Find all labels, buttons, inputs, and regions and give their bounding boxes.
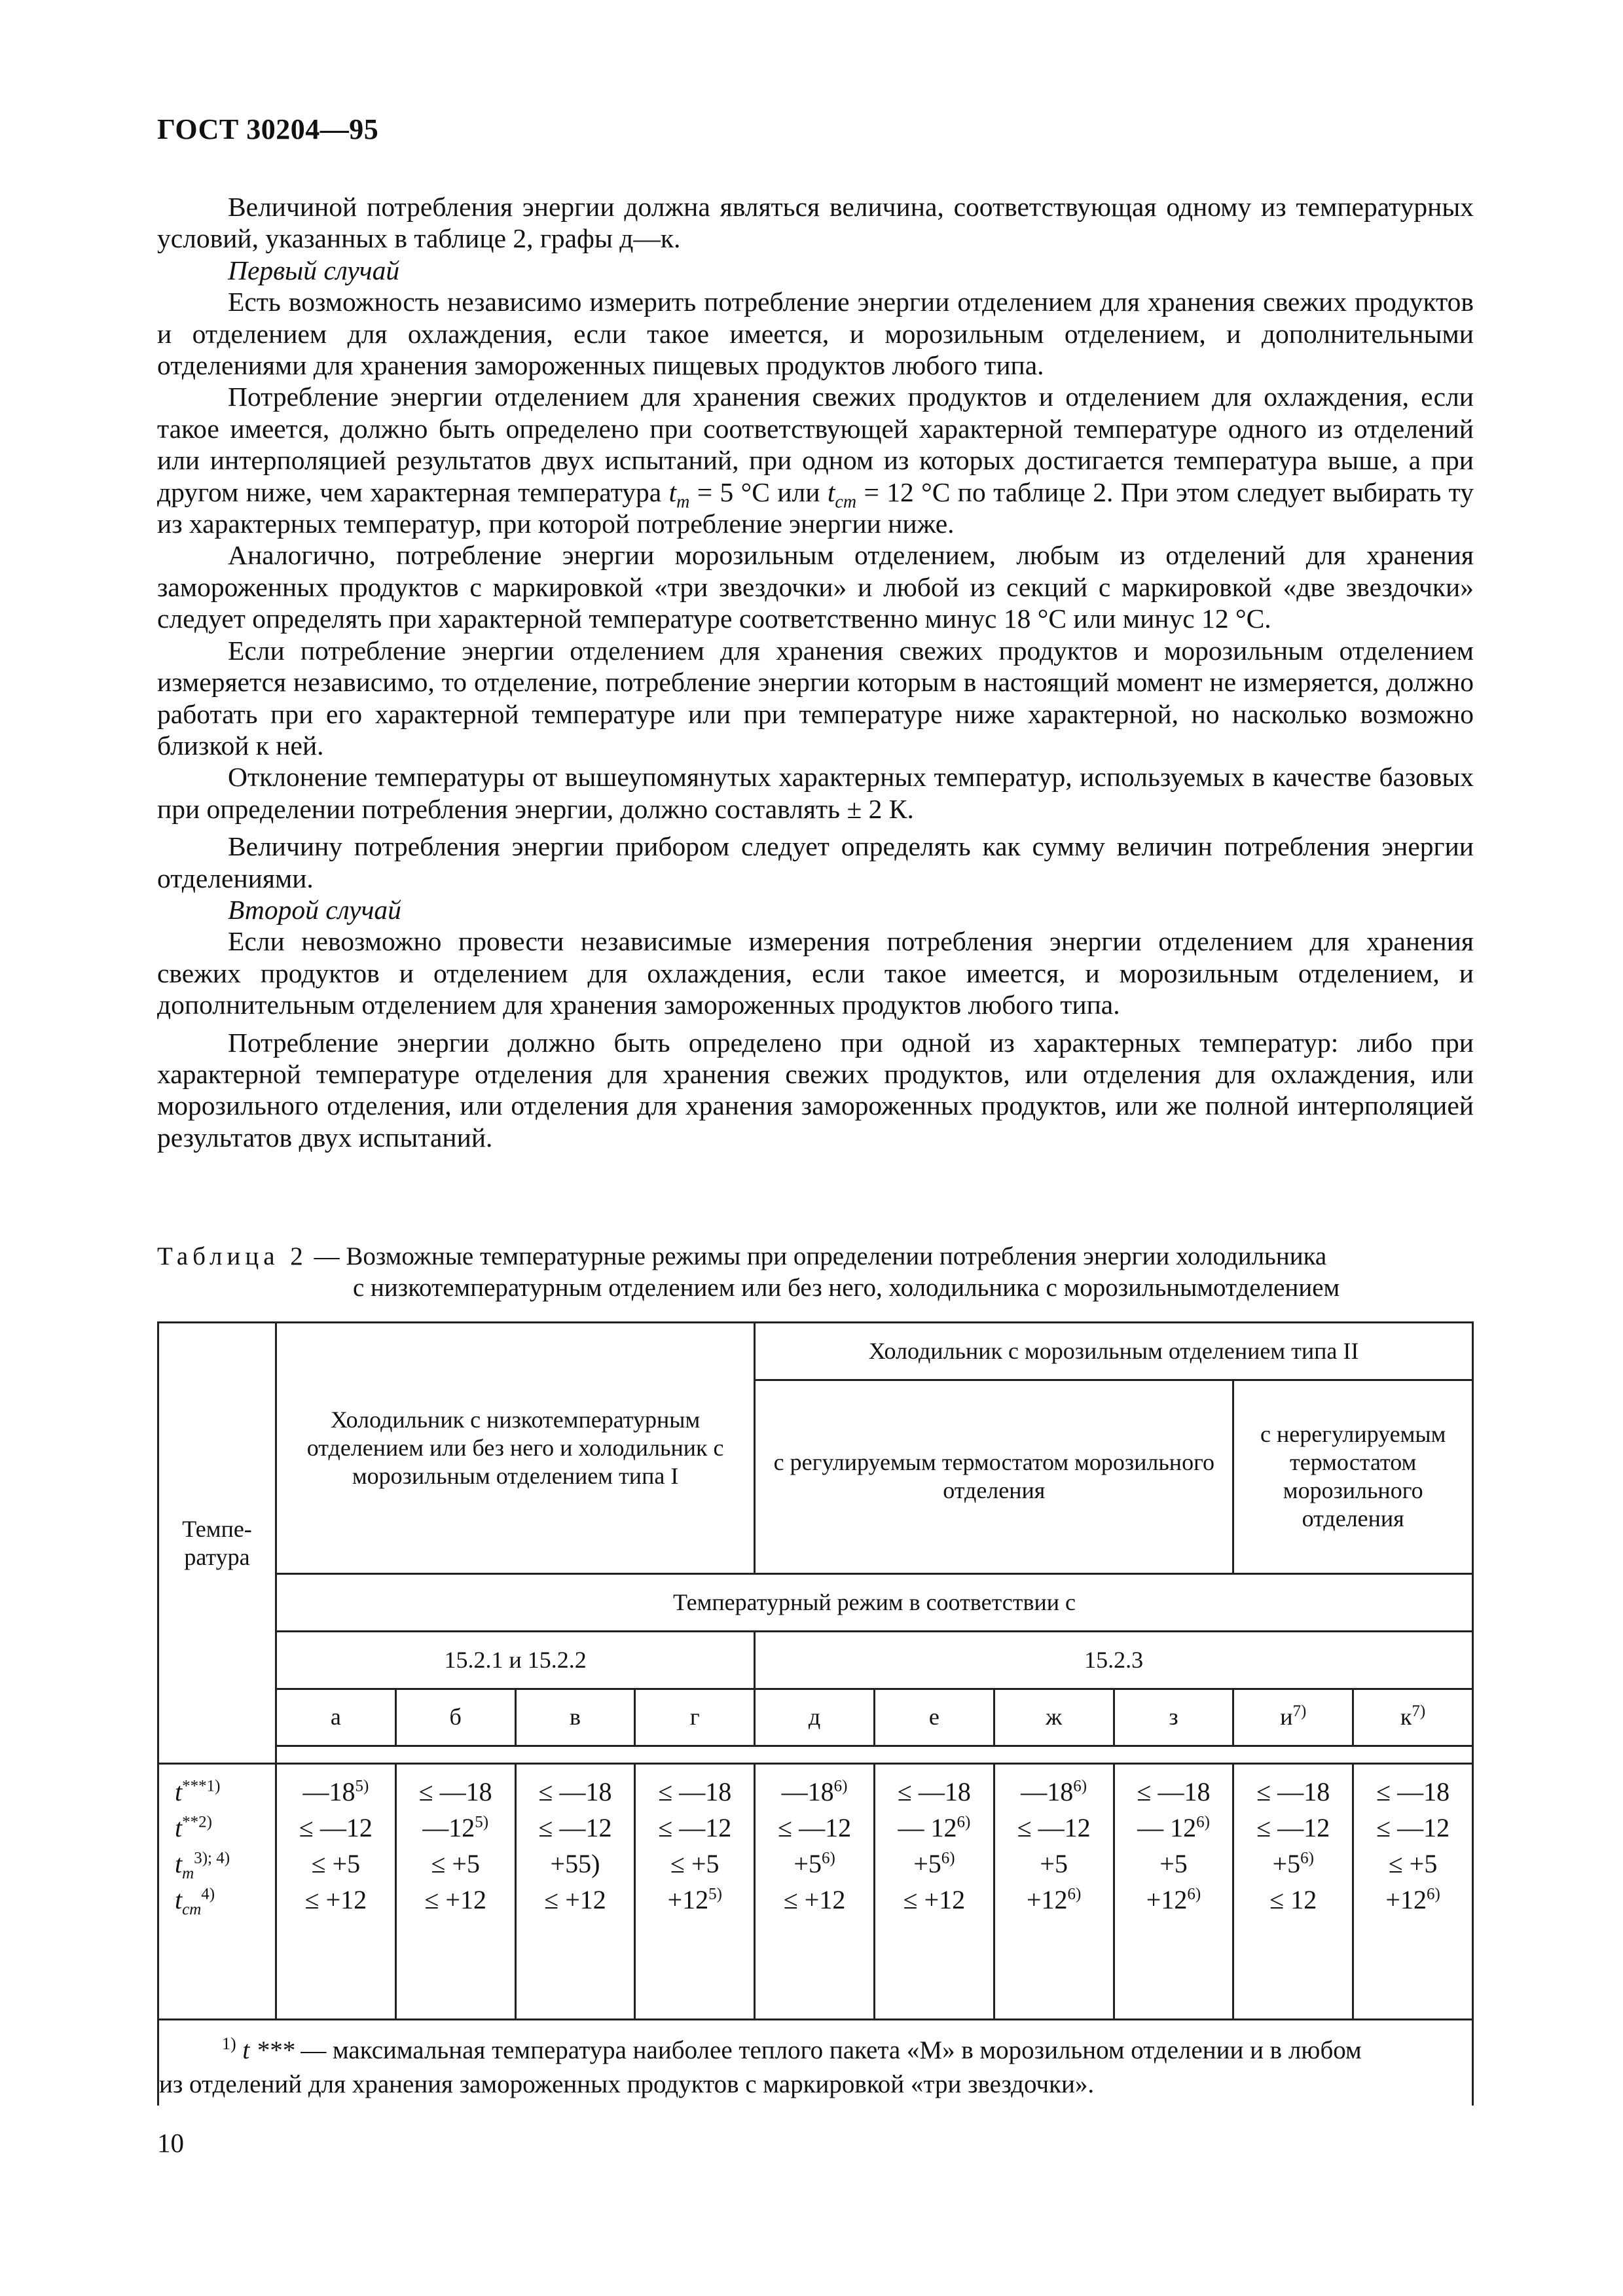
cell-value: ≤ —12 [1017,1813,1091,1843]
values-column-10 [1353,1764,1473,2020]
column-letter: ж [1046,1704,1063,1731]
table-cell [282,1846,390,1882]
column-letter: г [689,1704,700,1731]
cell-value: ≤ +5 [670,1849,720,1879]
table-cell [402,1774,509,1810]
table-cell [1359,1774,1467,1810]
table-cell [1000,1810,1108,1846]
row-label-2 [175,1810,270,1846]
temperature-modes-table [157,1321,1474,2020]
subscript: m [676,491,690,512]
cell-value: ≤ —12 [1376,1813,1450,1843]
paragraph: Есть возможность независимо измерить потребление энергии отделением для хранения свежих продуктов и отделением для охлаждения, если такое имеется, и морозильным отделением, и дополнительными отделениями для хранения замороженных пищевых продуктов любого типа. [157,287,1474,381]
cell-note: 6) [1067,1885,1082,1903]
subscript: cm [835,491,857,512]
cell-value: ≤ —12 [1256,1813,1330,1843]
cell-note: 6) [941,1849,955,1867]
header-group-1: Холодильник с низкотемпературным отделением или без него и холодильник с морозильным отделением типа I [276,1323,755,1574]
cell-value: +5 [1040,1849,1068,1879]
cell-value: +12 [1146,1885,1188,1915]
values-column-8 [1114,1764,1233,2020]
row-label-note: ***1) [182,1777,221,1795]
header-mode: Температурный режим в соответствии с [276,1574,1473,1632]
paragraph: Величиной потребления энергии должна являться величина, соответствующая одному из температурных условий, указанных в таблице 2, графы д—к. [157,192,1474,254]
footnote-symbol: t *** [242,2036,295,2064]
header-ref-2: 15.2.3 [755,1631,1473,1689]
cell-value: +5 [793,1849,822,1879]
cell-value: +12 [1385,1885,1427,1915]
symbol-tm [668,476,690,512]
symbol-t: t [827,476,835,507]
row-label-1 [175,1774,270,1810]
table-cell [761,1882,868,1918]
table-caption [157,1241,1474,1304]
table-cell [522,1882,629,1918]
table-cell [641,1774,748,1810]
table-cell [402,1882,509,1918]
table-cell [522,1774,629,1810]
cell-value: —18 [1021,1777,1074,1807]
text-run: = 12 °С по таблице 2. При этом следует выбирать ту из характерных температур, при которой потребление энергии ниже. [157,476,1474,539]
cell-value: ≤ —18 [1376,1777,1450,1807]
text-run: = 5 °С или [697,476,820,507]
symbol-t: t [668,476,677,507]
column-letters-row [158,1689,1473,1746]
column-letter-10 [1353,1689,1473,1746]
cell-note: 6) [1187,1885,1201,1903]
footnote-marker: 1) [222,2034,236,2053]
table-cell [282,1774,390,1810]
table-cell [1120,1846,1228,1882]
header-temperature: Темпе- ратура [158,1323,276,1764]
table-cell [881,1774,988,1810]
cell-value: ≤ +12 [544,1885,606,1915]
column-letter-2 [395,1689,515,1746]
cell-value: ≤ —18 [538,1777,612,1807]
table-cell [761,1810,868,1846]
cell-value: ≤ 12 [1269,1885,1317,1915]
cell-note: 5) [355,1777,369,1795]
caption-line-1 [157,1241,1474,1272]
column-letter: к [1400,1704,1412,1731]
header-group-2b: с нерегулируемым термостатом морозильного отделения [1233,1380,1473,1574]
page-number: 10 [157,2128,184,2158]
row-label-symbol: t [175,1849,183,1879]
row-label-symbol: t [175,1885,183,1915]
cell-value: ≤ +12 [424,1885,486,1915]
table-cell [402,1810,509,1846]
cell-value: ≤ —18 [658,1777,732,1807]
row-label-4 [175,1882,270,1918]
header-group-2: Холодильник с морозильным отделением типа II [755,1323,1473,1380]
footnote-text: — максимальная температура наиболее теплого пакета «М» в морозильном отделении и в любом [301,2036,1362,2064]
paragraph: Отклонение температуры от вышеупомянутых характерных температур, используемых в качестве базовых при определении потребления энергии, должно составлять ± 2 К. [157,762,1474,824]
table-cell [881,1810,988,1846]
header-group-2a: с регулируемым термостатом морозильного отделения [755,1380,1233,1574]
values-column-3 [515,1764,635,2020]
table-footnote [157,2020,1474,2106]
cell-value: ≤ +12 [783,1885,846,1915]
paragraph: Величину потребления энергии прибором следует определять как сумму величин потребления энергии отделениями. [157,831,1474,893]
column-letter: е [928,1704,939,1731]
cell-value: — 12 [1137,1813,1197,1843]
cell-value: — 12 [898,1813,957,1843]
symbol-tcm [827,476,857,512]
table-header-row [158,1323,1473,1380]
column-letter-8 [1114,1689,1233,1746]
table-cell [1120,1810,1228,1846]
cell-value: ≤ —18 [897,1777,971,1807]
table-cell [1239,1810,1347,1846]
table-cell [282,1882,390,1918]
values-column-2 [395,1764,515,2020]
row-label-subscript: cm [182,1901,202,1919]
column-letter: д [808,1704,821,1731]
cell-value: +12 [1026,1885,1068,1915]
caption-line-2: с низкотемпературным отделением или без него, холодильника с морозильнымотделением [353,1274,1340,1302]
cell-value: +5 [913,1849,941,1879]
row-label-note: 4) [201,1885,215,1903]
row-label-note: 3); 4) [194,1849,230,1867]
column-letter-4 [635,1689,755,1746]
table-cell [1239,1882,1347,1918]
column-letter-5 [755,1689,875,1746]
subheading-second-case: Второй случай [228,894,401,925]
table-label: Таблица 2 [157,1242,308,1270]
spacer-cell [276,1746,1473,1764]
table-cell [1239,1846,1347,1882]
cell-value: +5 [1159,1849,1188,1879]
cell-value: ≤ —18 [418,1777,492,1807]
values-column-7 [994,1764,1114,2020]
cell-value: —18 [781,1777,834,1807]
table-cell [1000,1846,1108,1882]
table-cell [1239,1774,1347,1810]
cell-value: +12 [667,1885,709,1915]
table-cell [1359,1810,1467,1846]
row-label-note: **2) [182,1813,212,1831]
paragraph: Если невозможно провести независимые измерения потребления энергии отделением для хранения свежих продуктов и отделением для охлаждения, если такое имеется, и морозильным отделением, и дополнительным отделением для хранения замороженных продуктов любого типа. [157,926,1474,1020]
cell-value: ≤ —12 [299,1813,373,1843]
table-cell [641,1846,748,1882]
cell-value: ≤ +5 [431,1849,480,1879]
table-cell [641,1810,748,1846]
column-letter: в [569,1704,581,1731]
cell-value: —18 [302,1777,356,1807]
cell-value: ≤ +12 [304,1885,367,1915]
cell-note: 6) [1426,1885,1440,1903]
table-cell [761,1846,868,1882]
cell-value: ≤ +5 [1388,1849,1438,1879]
table-cell [1359,1882,1467,1918]
cell-value: ≤ +12 [903,1885,966,1915]
table-cell [1000,1882,1108,1918]
cell-value: ≤ —18 [1137,1777,1211,1807]
column-letter-1 [276,1689,396,1746]
cell-note: 6) [1073,1777,1087,1795]
column-letter: б [449,1704,462,1731]
values-column-1 [276,1764,396,2020]
column-letter-3 [515,1689,635,1746]
table-header-row [158,1631,1473,1689]
cell-value: ≤ —12 [538,1813,612,1843]
column-letter-7 [994,1689,1114,1746]
column-letter-note: 7) [1292,1702,1307,1721]
table-cell [1120,1774,1228,1810]
table-cell [402,1846,509,1882]
cell-note: 6) [1300,1849,1314,1867]
cell-value: +55) [550,1849,600,1879]
caption-text: — Возможные температурные режимы при определении потребления энергии холодильника [314,1242,1327,1270]
values-column-9 [1233,1764,1353,2020]
cell-note: 6) [833,1777,848,1795]
table-cell [1120,1882,1228,1918]
spacer-row [158,1746,1473,1764]
column-letter-note: 7) [1412,1702,1426,1721]
text-run: Потребление энергии отделением для хранения свежих продуктов и отделением для охлаждения, если такое имеется, должно быть определено при соответствующей характерной температуре одного из отделений или интерполяцией результатов двух испытаний, при одном из которых достигается температура выше, а при другом ниже, чем характерная температура [157,382,1474,507]
table-cell [522,1810,629,1846]
column-letter: з [1169,1704,1178,1731]
cell-note: 6) [1196,1813,1210,1831]
row-labels-cell [158,1764,276,2020]
column-letter: а [330,1704,341,1731]
column-letter-6 [874,1689,994,1746]
paragraph [157,381,1474,539]
column-letter: и [1280,1704,1293,1731]
table-cell [881,1882,988,1918]
table-cell [641,1882,748,1918]
footnote-line-1 [159,2034,1472,2068]
table-header-row [158,1574,1473,1632]
table-cell [1000,1774,1108,1810]
row-label-symbol: t [175,1777,183,1807]
cell-note: 6) [821,1849,835,1867]
cell-value: +5 [1272,1849,1301,1879]
body-text [157,191,1474,1153]
paragraph: Аналогично, потребление энергии морозильным отделением, любым из отделений для хранения замороженных продуктов с маркировкой «три звездочки» и любой из секций с маркировкой «две звездочки» следует определять при характерной температуре соответственно минус 18 °С или минус 12 °С. [157,540,1474,634]
row-label-subscript: m [182,1865,194,1883]
table-cell [761,1774,868,1810]
table-cell [522,1846,629,1882]
paragraph: Если потребление энергии отделением для хранения свежих продуктов и морозильным отделением измеряется независимо, то отделение, потребление энергии которым в настоящий момент не измеряется, должно работать при его характерной температуре или при температуре ниже характерной, но насколько возможно близкой к ней. [157,635,1474,761]
cell-note: 5) [475,1813,489,1831]
cell-note: 5) [708,1885,722,1903]
header-ref-1: 15.2.1 и 15.2.2 [276,1631,755,1689]
values-column-4 [635,1764,755,2020]
document-header: ГОСТ 30204—95 [157,113,379,145]
table-cell [1359,1846,1467,1882]
row-label-symbol: t [175,1813,183,1843]
table-cell [282,1810,390,1846]
row-label-3 [175,1846,270,1882]
footnote-line-2: из отделений для хранения замороженных продуктов с маркировкой «три звездочки». [159,2070,1095,2098]
values-column-5 [755,1764,875,2020]
cell-note: 6) [957,1813,971,1831]
values-column-6 [874,1764,994,2020]
cell-value: ≤ —12 [778,1813,852,1843]
table-row [158,1764,1473,2020]
column-letter-9 [1233,1689,1353,1746]
cell-value: ≤ —18 [1256,1777,1330,1807]
paragraph: Потребление энергии должно быть определено при одной из характерных температур: либо при характерной температуре отделения для хранения свежих продуктов, или отделения для охлаждения, или морозильного отделения, или отделения для хранения замороженных продуктов, или же полной интерполяцией результатов двух испытаний. [157,1027,1474,1153]
table-cell [881,1846,988,1882]
cell-value: —12 [422,1813,475,1843]
subheading-first-case: Первый случай [228,255,400,285]
cell-value: ≤ +5 [311,1849,361,1879]
cell-value: ≤ —12 [658,1813,732,1843]
